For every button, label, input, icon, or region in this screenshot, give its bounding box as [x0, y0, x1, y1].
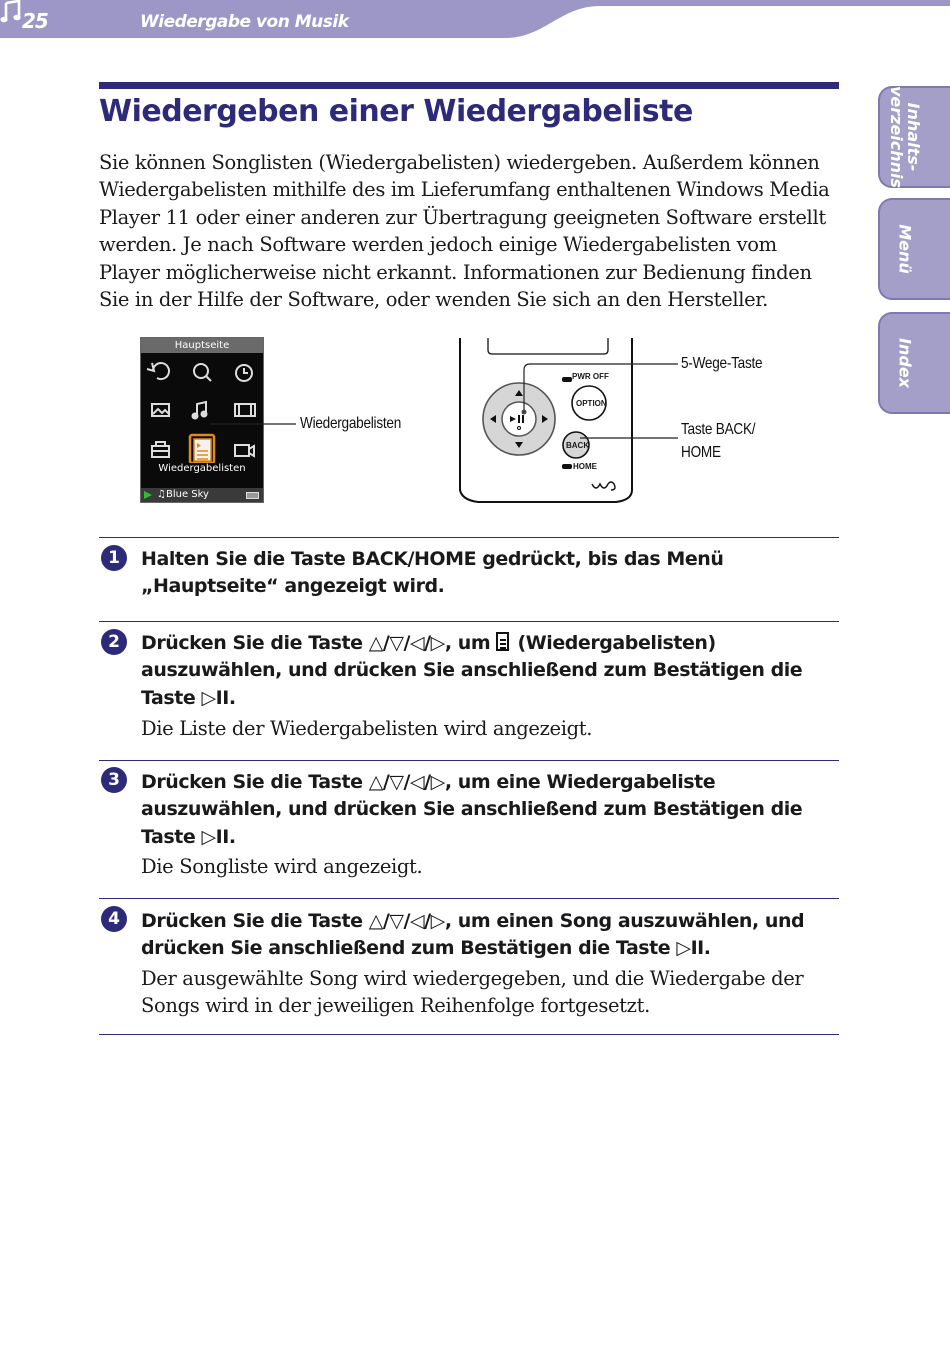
section-title: Wiedergabe von Musik	[140, 12, 349, 32]
figure	[0, 330, 950, 520]
step-result: Die Songliste wird angezeigt.	[141, 855, 423, 878]
now-playing-title: ♫Blue Sky	[157, 489, 209, 500]
step-result: Die Liste der Wiedergabelisten wird angezeigt.	[141, 717, 593, 740]
step-instruction: Drücken Sie die Taste △/▽/◁/▷, um einen Song auszuwählen, und drücken Sie anschließend zum Bestätigen die Taste ▷II.	[141, 910, 805, 960]
step-divider	[99, 1034, 839, 1035]
step-instruction-part: Drücken Sie die Taste △/▽/◁/▷, um	[141, 632, 497, 654]
title-rule	[99, 82, 839, 89]
callout-playlists: Wiedergabelisten	[300, 415, 402, 432]
screen-selected-label: Wiedergabelisten	[158, 463, 246, 474]
step-divider	[99, 621, 839, 622]
page-header	[0, 0, 950, 40]
tab-menu[interactable]	[878, 198, 950, 300]
intro-paragraph: Sie können Songlisten (Wiedergabelisten) wiedergeben. Außerdem können Wiedergabelisten mithilfe des im Lieferumfang enthaltenen Windows Media Player 11 oder einer anderen zur Übertragung geeigneten Software erstellt werden. Je nach Software werden jedoch einige Wiedergabelisten vom Player möglicherweise nicht erkannt. Informationen zur Bedienung finden Sie in der Hilfe der Software, oder wenden Sie sich an den Hersteller.	[99, 151, 830, 312]
tab-table-of-contents[interactable]	[878, 86, 950, 188]
device-home-label: HOME	[573, 462, 597, 471]
figure-drawing	[0, 330, 950, 520]
music-note-icon	[0, 0, 22, 24]
device-back-button[interactable]: BACK	[566, 441, 590, 450]
step-number: 3	[101, 767, 127, 793]
page-number: 25	[22, 9, 48, 33]
device-option-button[interactable]: OPTION	[576, 399, 607, 408]
callout-5way-button: 5-Wege-Taste	[681, 355, 763, 372]
tab-menu-label: Menü	[895, 224, 915, 274]
device-pwr-off-label: PWR OFF	[572, 372, 609, 381]
step-instruction: Drücken Sie die Taste △/▽/◁/▷, um eine Wiedergabeliste auszuwählen, und drücken Sie anschließend zum Bestätigen die Taste ▷II.	[141, 771, 803, 848]
step-result: Der ausgewählte Song wird wiedergegeben, und die Wiedergabe der Songs wird in der jeweiligen Reihenfolge fortgesetzt.	[141, 967, 804, 1018]
step-instruction: Halten Sie die Taste BACK/HOME gedrückt, bis das Menü „Hauptseite“ angezeigt wird.	[141, 548, 724, 598]
step-divider	[99, 537, 839, 538]
page-title: Wiedergeben einer Wiedergabeliste	[99, 94, 693, 129]
playlist-icon	[496, 632, 509, 651]
tab-index-label: Index	[895, 338, 915, 388]
step-instruction-part: (Wiedergabelisten) auszuwählen, und drücken Sie anschließend zum Bestätigen die Taste ▷II.	[141, 632, 803, 709]
tab-toc-label: Inhalts- verzeichnis	[887, 85, 923, 189]
callout-back-home: Taste BACK/ HOME	[681, 421, 756, 461]
screen-title: Hauptseite	[141, 338, 263, 353]
step-number: 4	[101, 906, 127, 932]
step-number: 2	[101, 629, 127, 655]
step-divider	[99, 898, 839, 899]
step-number: 1	[101, 545, 127, 571]
step-divider	[99, 760, 839, 761]
step-instruction	[141, 630, 841, 712]
